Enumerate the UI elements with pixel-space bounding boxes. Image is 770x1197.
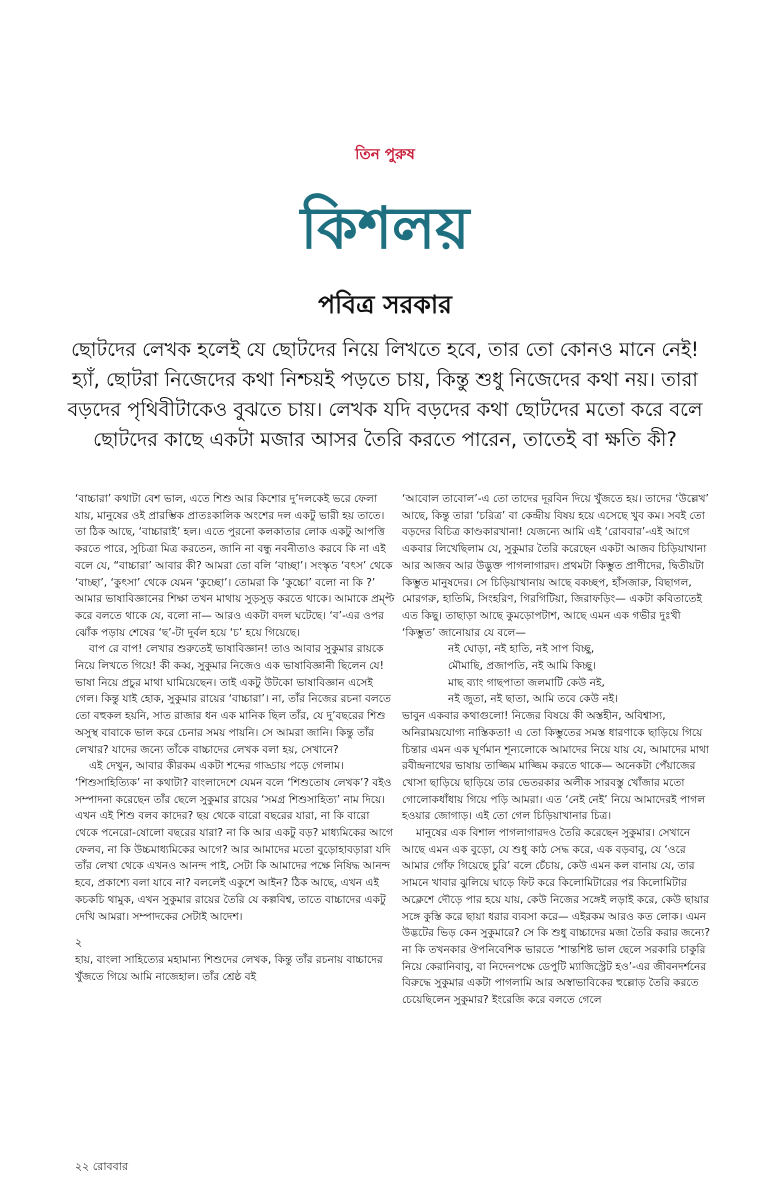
article-title: কিশলয়	[300, 194, 470, 262]
left-column	[75, 491, 395, 985]
poem-line: নই ঘোড়া, নই হাতি, নই সাপ বিচ্ছু,	[448, 643, 595, 656]
body-paragraph: ‘আবোল তাবোল’-এ তো তাদের দূরবিন দিয়ে খুঁজতে হয়। তাদের ‘উল্লেখ’ আছে, কিন্তু তারা ‘চরিত্র’ বা কেন্দ্রীয় বিষয় হয়ে এসেছে খুব কম। সবই তো বড়দের বিচিত্র কাণ্ডকারখানা! যেজন্যে আমি এই ‘রোববার’-এই আগে একবার লিখেছিলাম যে, সুকুমার তৈরি করেছেন একটা আজব চিড়িয়াখানা আর আজব আর উদ্ভুক্ত পাগলাগারদ। প্রথমটা কিম্ভুত প্রাণীদের, দ্বিতীয়টা কিম্ভুত মানুষদের। সে চিড়িয়াখানায় আছে বকচ্ছপ, হাঁসজারু, বিছাগল, মোরগরু, হাতিমি, সিংহরিণ, গিরগিটিয়া, জিরাফড়িং— একটা কবিতাতেই এত কিছু। তাছাড়া আছে কুমড়োপটাশ, আছে এমন এক গভীর দুঃখী ‘কিম্ভুত’ জানোয়ার যে বলে—	[402, 493, 709, 639]
body-paragraph: হায়, বাংলা সাহিত্যের মহামান্য শিশুদের লেখক, কিন্তু তাঁর রচনায় বাচ্চাদের খুঁজতে গিয়ে আমি নাজেহাল। তাঁর শ্রেষ্ঠ বই	[75, 953, 383, 983]
author-byline: পবিত্র সরকার	[318, 290, 452, 319]
poem-line: মাছ ব্যাং গাছপাতা জলমাটি কেউ নই,	[448, 676, 605, 689]
right-column	[402, 491, 712, 1009]
body-paragraph: ‘বাচ্চারা’ কথাটা বেশ ভাল, এতে শিশু আর কিশোর দু’দলকেই ভরে ফেলা যায়, মানুষের ওই প্রারম্ভিক প্রাতঃকালিক অংশের দল একটু ভারী হয় তাতে। তা ঠিক আছে, ‘বাচ্চারাই’ হল। এতে পুরনো কলকাতার লোক একটু আপত্তি করতে পারে, সুচিত্রা মিত্র করতেন, জানি না বন্ধু নবনীতাও করবে কি না এই বলে যে, “বাচ্চারা’ আবার কী? আমরা তো বলি ‘বাচ্ছা’। সংস্কৃত ‘বৎস’ থেকে ‘বাচ্ছা’, ‘কুৎসা’ থেকে যেমন ‘কুচ্ছো’। তোমরা কি ‘কুচ্চো’ বলো না কি ?’ আমার ভাষাবিজ্ঞানের শিক্ষা তখন মাথায় সুড়সুড় করতে থাকে। আমাকে প্রম্প্ট করে বলতে থাকে যে, বলো না— আরও একটা বদল ঘটেছে। ‘ব’-এর ওপর ঝোঁক পড়ায় শেষের ‘ছ’-টা দুর্বল হয়ে ‘চ’ হয়ে গিয়েছে।	[75, 493, 395, 639]
body-paragraph: এই দেখুন, আবার কীরকম একটা শব্দের গাড্ডায় পড়ে গেলাম। ‘শিশুসাহিত্যিক’ না কথাটা? বাংলাদেশে যেমন বলে ‘শিশুতোষ লেখক’? বইও সম্পাদনা করেছেন তাঁর ছেলে সুকুমার রায়ের ‘সমগ্র শিশুসাহিত্য’ নাম দিয়ে। এখন এই শিশু বলব কাদের? ছয় থেকে বারো বছরের যারা, না কি বারো থেকে পনেরো-ষোলো বছরের যারা? না কি আর একটু বড়? মাধ্যমিকের আগে ফেলব, না কি উচ্চমাধ্যমিকের আগে? আর আমাদের মতো বুড়োহাবড়ারা যদি তাঁর লেখা থেকে এখনও আনন্দ পাই, সেটা কি আমাদের পক্ষে নিষিদ্ধ আনন্দ হবে, প্রকাশ্যে বলা যাবে না? বললেই একুশে আইন? ঠিক আছে, এখন এই কচকচি থামুক, এখন সুকুমার রায়ের তৈরি যে কল্পবিশ্ব, তাতে বাচ্চাদের একটু দেখি আমরা। সম্পাদকের সেটাই আদেশ।	[75, 760, 393, 923]
section-number: ২	[75, 936, 83, 950]
body-paragraph: বাপ রে বাপ! লেখার শুরুতেই ভাষাবিজ্ঞান! তাও আবার সুকুমার রায়কে নিয়ে লিখতে গিয়ে! কী কব্ব, সুকুমার নিজেও এক ভাষাবিজ্ঞানী ছিলেন যে! ভাষা নিয়ে প্রচুর মাথা ঘামিয়েছেন। তাই একটু উটকো ভাষাবিজ্ঞান এসেই গেল। কিন্তু যাই হোক, সুকুমার রায়ের ‘বাচ্চারা’। না, তাঁর নিজের রচনা বলতে তো বহুকল হয়নি, সাত রাজার ধন এক মানিক ছিল তাঁর, যে দু’বছরের শিশু অসুস্থ বাবাকে ভাল করে চেনার সময় পায়নি। সে আমরা জানি। কিন্তু তাঁর লেখার? যাদের জন্যে তাঁকে বাচ্চাদের লেখক বলা হয়, সেখানে?	[75, 643, 391, 756]
body-paragraph: ভাবুন একবার কথাগুলো! নিজের বিষয়ে কী অস্তহীন, অবিশ্বাস্য, অনিরাময়যোগ্য নাস্তিকতা! এ তো কিম্ভুতের সমস্ত ধারণাকে ছাড়িয়ে গিয়ে চিন্তার এমন এক ঘূর্ণমান শূন্যলোকে আমাদের নিয়ে যায় যে, আমাদের মাথা রবীন্দ্রনাথের ভাষায় তাজ্জিম মাজ্জিম করতে থাকে— অনেকটা পেঁয়াজের খোসা ছাড়িয়ে ছাড়িয়ে তার ভেতরকার অলীক সারবস্তু খোঁজার মতো গোলোকধাঁধায় গিয়ে পড়ি আমরা। এত ‘নেই নেই’ নিয়ে আমাদেরই পাগল হওয়ার জোগাড়। এই তো গেল চিড়িয়াখানার চিত্র।	[402, 710, 709, 823]
lede-paragraph: ছোটদের লেখক হলেই যে ছোটদের নিয়ে লিখতে হবে, তার তো কোনও মানে নেই! হ্যাঁ, ছোটরা নিজেদের কথা নিশ্চয়ই পড়তে চায়, কিন্তু শুধু নিজেদের কথা নয়। তারা বড়দের পৃথিবীটাকেও বুঝতে চায়। লেখক যদি বড়দের কথা ছোটদের মতো করে বলে ছোটদের কাছে একটা মজার আসর তৈরি করতে পারেন, তাতেই বা ক্ষতি কী?	[67, 338, 703, 451]
poem-stanza	[402, 641, 712, 708]
page-folio: ২২ রোববার	[75, 1160, 128, 1173]
poem-line: মৌমাছি, প্রজাপতি, নই আমি কিচ্ছু।	[448, 660, 596, 673]
poem-line: নই জুতা, নই ছাতা, আমি তবে কেউ নই।	[448, 693, 618, 706]
section-kicker: তিন পুরুষ	[355, 145, 415, 163]
body-paragraph: মানুষের এক বিশাল পাগলাগারদও তৈরি করেছেন সুকুমার। সেখানে আছে এমন এক বুড়ো, যে শুধু কাঠ সেদ্ধ করে, এক বড়বাবু, যে ‘ওরে আমার গোঁফ গিয়েছে চুরি’ বলে চেঁচায়, কেউ এমন কল বানায় যে, তার সামনে খাবার ঝুলিয়ে ঘাড়ে ফিট করে কিলোমিটারের পর কিলোমিটার অক্লেশে দৌড়ে পার হয়ে যায়, কেউ নিজের সঙ্গেই লড়াই করে, কেউ ছায়ার সঙ্গে কুস্তি করে ছায়া ধরার ব্যবসা করে— এইরকম আরও কত লোক। এমন উদ্ভটের ভিড় কেন সুকুমারে? সে কি শুধু বাচ্চাদের মজা তৈরি করার জন্যে? না কি তখনকার ঔপনিবেশিক ভারতে ‘শান্তশিষ্ট ভাল ছেলে সরকারি চাকুরি নিয়ে কেরানিবাবু, বা নিদেনপক্ষে ডেপুটি ম্যাজিস্ট্রেট হও’-এর জীবনদর্শনের বিরুদ্ধে সুকুমার একটা পাগলামি আর অস্বাভাবিকের হুল্লোড় তৈরি করতে চেয়েছিলেন সুকুমার? ইংরেজি করে বলতে গেলে	[402, 827, 710, 1007]
